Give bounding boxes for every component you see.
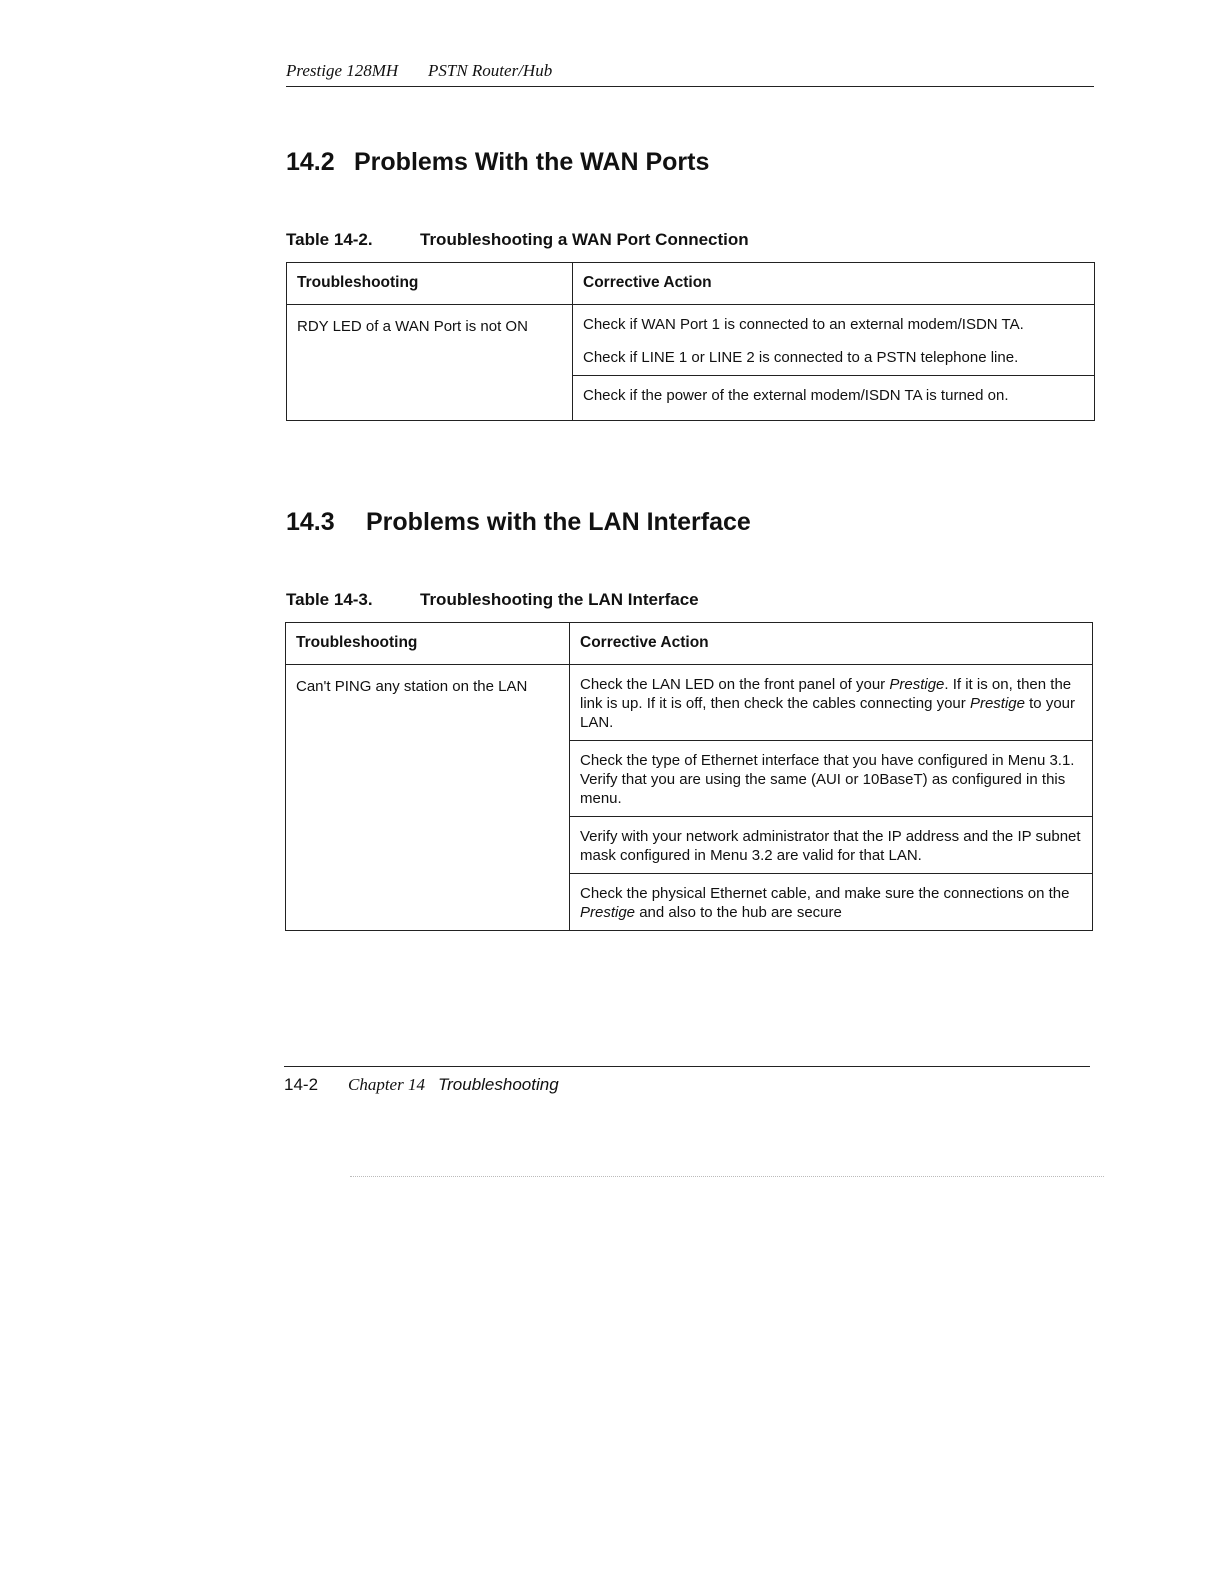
action-text: and also to the hub are secure bbox=[635, 904, 842, 921]
action-cell bbox=[570, 817, 1093, 874]
problem-cell: RDY LED of a WAN Port is not ON bbox=[287, 305, 573, 421]
action-cell bbox=[570, 741, 1093, 817]
column-header-corrective-action: Corrective Action bbox=[570, 623, 1093, 665]
section-heading-lan bbox=[286, 508, 751, 537]
table-row bbox=[287, 305, 1095, 376]
problem-cell: Can't PING any station on the LAN bbox=[286, 665, 570, 931]
chapter-title: Troubleshooting bbox=[438, 1075, 559, 1094]
table-caption-lan bbox=[286, 590, 699, 610]
section-number: 14.3 bbox=[286, 508, 335, 536]
table-title: Troubleshooting a WAN Port Connection bbox=[420, 230, 749, 249]
action-text: Check the physical Ethernet cable, and make sure the connections on the bbox=[580, 885, 1070, 902]
table-label: Table 14-3. bbox=[286, 590, 373, 609]
page-footer bbox=[284, 1066, 1090, 1094]
column-header-troubleshooting: Troubleshooting bbox=[287, 263, 573, 305]
section-title: Problems With the WAN Ports bbox=[354, 148, 710, 176]
product-name-italic: Prestige bbox=[580, 904, 636, 921]
product-name-italic: Prestige bbox=[889, 676, 945, 693]
action-text: Check the type of Ethernet interface that you have configured in Menu 3.1. Verify that you are using the same (AUI or 10BaseT) as configured in this menu. bbox=[580, 752, 1075, 807]
table-title: Troubleshooting the LAN Interface bbox=[420, 590, 699, 609]
page-number: 14-2 bbox=[284, 1075, 319, 1094]
table-header-row bbox=[287, 263, 1095, 305]
table-label: Table 14-2. bbox=[286, 230, 373, 249]
lan-troubleshooting-table bbox=[285, 622, 1093, 931]
table-caption-wan bbox=[286, 230, 749, 250]
column-header-troubleshooting: Troubleshooting bbox=[286, 623, 570, 665]
header-product-subtitle: PSTN Router/Hub bbox=[428, 61, 553, 80]
action-text: to your LAN. bbox=[580, 695, 1075, 731]
table-header-row bbox=[286, 623, 1093, 665]
table-row bbox=[286, 665, 1093, 741]
action-text: . If it is on, then the link is up. If it is off, then check the cables connecting your bbox=[580, 676, 1072, 712]
scan-speckle-line bbox=[350, 1176, 1104, 1179]
product-name-italic: Prestige bbox=[969, 695, 1025, 712]
chapter-label: Chapter 14 bbox=[348, 1075, 425, 1094]
action-line: Check if the power of the external modem/ISDN TA is turned on. bbox=[583, 387, 1009, 404]
action-text: Check the LAN LED on the front panel of your bbox=[580, 676, 890, 693]
action-cell bbox=[570, 665, 1093, 741]
action-cell bbox=[570, 874, 1093, 931]
action-text: Verify with your network administrator that the IP address and the IP subnet mask configured in Menu 3.2 are valid for that LAN. bbox=[580, 828, 1081, 864]
running-header bbox=[286, 58, 1094, 87]
action-line: Check if WAN Port 1 is connected to an external modem/ISDN TA. bbox=[583, 316, 1024, 333]
action-cell bbox=[573, 376, 1095, 421]
section-number: 14.2 bbox=[286, 148, 335, 176]
column-header-corrective-action: Corrective Action bbox=[573, 263, 1095, 305]
section-heading-wan bbox=[286, 148, 709, 177]
section-title: Problems with the LAN Interface bbox=[366, 508, 751, 536]
action-line: Check if LINE 1 or LINE 2 is connected to a PSTN telephone line. bbox=[583, 349, 1019, 366]
action-cell bbox=[573, 305, 1095, 376]
wan-troubleshooting-table bbox=[286, 262, 1095, 421]
header-product-name: Prestige 128MH bbox=[286, 61, 399, 80]
